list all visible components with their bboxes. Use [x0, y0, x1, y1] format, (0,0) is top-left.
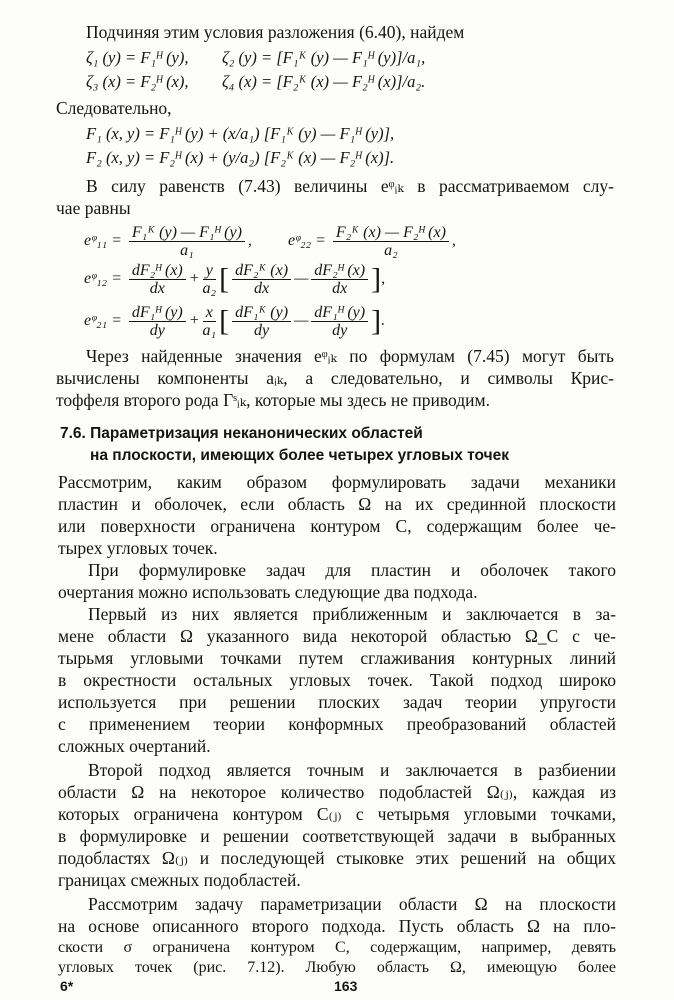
e12-b2-num: dF₂ᴴ (x) — [311, 262, 368, 280]
p1-line-2: пластин и оболочек, если область Ω на их срединной плоскости — [58, 494, 616, 514]
e12-lhs: eᵠ₁₂ = — [84, 270, 122, 288]
signature-mark: 6* — [60, 978, 74, 994]
e12-term1-num: dF₂ᴴ (x) — [129, 262, 186, 280]
formula-e21: eᵠ₂₁ = $\frac{\text{dF₁ᴴ (y)}}{dy}$ + $\frac{x}{\text{a₁}}$ [ $\frac{\text{dF₁ᴷ (y)}}{dy}$ — $\frac{\text{dF₁ᴴ (y)}}{dy}$ ]. — [84, 304, 386, 339]
equalities-line-1: В силу равенств (7.43) величины eᵠᵢₖ в рассматриваемом слу- — [86, 176, 614, 196]
e12-bracket-open: [ — [219, 262, 230, 296]
p3-line-1: Первый из них является приближенным и заключается в за- — [88, 604, 616, 624]
e12-coef-den: a₂ — [202, 280, 217, 297]
p5-line-3: скости σ ограничена контуром C, содержащим, например, девять — [58, 939, 616, 956]
zeta-2: ζ₂ (y) = [F₁ᴷ (y) — F₁ᴴ (y)]/a₁, — [222, 48, 426, 67]
e12-coef-num: y — [203, 262, 217, 280]
e22-fraction — [333, 224, 449, 259]
e11-fraction — [129, 224, 245, 259]
zeta-4: ζ₄ (x) = [F₂ᴷ (x) — F₂ᴴ (x)]/a₂. — [222, 72, 426, 91]
p3-line-4: в окрестности остальных угловых точек. Такой подход широко — [58, 670, 616, 690]
e12-term1 — [129, 262, 186, 297]
p3-line-6: с применением теории конформных преобразований областей — [58, 714, 616, 734]
intro-line: Подчиняя этим условия разложения (6.40), найдем — [86, 22, 465, 42]
e22-lhs: eᵠ₂₂ = — [288, 232, 326, 250]
e21-coef-den: a₁ — [202, 322, 217, 339]
p4-line-6: границах смежных подобластей. — [58, 870, 301, 890]
formula-F1: F₁ (x, y) = F₁ᴴ (y) + (x/a₁) [F₁ᴷ (y) — F₁ᴴ (y)], — [86, 124, 395, 143]
e21-bracket-term1 — [232, 304, 291, 339]
e21-term1-den: dy — [149, 322, 165, 339]
e21-bracket-term2 — [311, 304, 368, 339]
p5-line-1: Рассмотрим задачу параметризации области Ω на плоскости — [88, 894, 616, 914]
formula-F2: F₂ (x, y) = F₂ᴴ (x) + (y/a₂) [F₂ᴷ (x) — F₂ᴴ (x)]. — [86, 148, 395, 167]
e21-coef-num: x — [203, 304, 217, 322]
e21-b2-num: dF₁ᴴ (y) — [311, 304, 368, 322]
p2-line-1: При формулировке задач для пластин и оболочек такого — [88, 560, 616, 580]
e12-bracket-term1 — [232, 262, 291, 297]
zeta-1: ζ₁ (y) = F₁ᴴ (y), — [86, 48, 189, 67]
e12-b1-num: dF₂ᴷ (x) — [232, 262, 291, 280]
p3-line-7: сложных очертаний. — [58, 736, 211, 756]
p1-line-1: Рассмотрим, каким образом формулировать задачи механики — [58, 472, 616, 492]
p4-line-1: Второй подход является точным и заключается в разбиении — [88, 760, 616, 780]
e21-bracket-open: [ — [219, 304, 230, 338]
p5-line-4: угловых точек (рис. 7.12). Любую область Ω, имеющую более — [58, 959, 616, 976]
e21-coef — [203, 304, 217, 339]
found-line-2: вычислены компоненты aᵢₖ, а следовательно, и символы Крис- — [56, 368, 614, 388]
zeta-3: ζ₃ (x) = F₂ᴴ (x), — [86, 72, 189, 91]
equalities-line-2: чае равны — [56, 198, 131, 218]
formula-e11: eᵠ₁₁ = $\frac{\text{F₁ᴷ (y) — F₁ᴴ (y)}}{\text{a₁}}$ , — [84, 224, 252, 259]
e12-bracket-close: ] — [371, 262, 382, 296]
p4-line-4: в формулировке и решении соответствующей задачи в выбранных — [58, 826, 616, 846]
e21-b2-den: dy — [332, 322, 348, 339]
formula-e12: eᵠ₁₂ = $\frac{\text{dF₂ᴴ (x)}}{dx}$ + $\frac{y}{\text{a₂}}$ [ $\frac{\text{dF₂ᴷ (x)}}{dx}$ — $\frac{\text{dF₂ᴴ (x)}}{dx}$ ], — [84, 262, 386, 297]
p1-line-4: тырех угловых точек. — [58, 538, 218, 558]
e12-coef — [203, 262, 217, 297]
e12-b1-den: dx — [254, 280, 270, 297]
e12-term1-den: dx — [149, 280, 165, 297]
p2-line-2: очертания можно использовать следующие два подхода. — [58, 582, 478, 602]
p4-line-5: подобластях Ω₍ⱼ₎ и последующей стыковке этих решений на общих — [58, 848, 616, 868]
e22-denominator: a₂ — [384, 242, 398, 259]
p3-line-5: используется при решении плоских задач теории упругости — [58, 692, 616, 712]
consequently-word: Следовательно, — [56, 98, 172, 118]
p5-line-2: на основе описанного второго подхода. Пусть область Ω на пло- — [58, 916, 616, 936]
e22-numerator: F₂ᴷ (x) — F₂ᴴ (x) — [333, 224, 449, 242]
p4-line-2: области Ω на некоторое количество подобластей Ω₍ⱼ₎, каждая из — [58, 782, 616, 802]
e21-b1-num: dF₁ᴷ (y) — [232, 304, 291, 322]
e11-lhs: eᵠ₁₁ = — [84, 232, 122, 250]
p1-line-3: или поверхности ограничена контуром C, содержащим более че- — [58, 516, 616, 536]
p4-line-3: которых ограничена контуром C₍ⱼ₎ с четырьмя угловыми точками, — [58, 804, 616, 824]
e12-b2-den: dx — [332, 280, 348, 297]
e21-term1-num: dF₁ᴴ (y) — [129, 304, 186, 322]
section-title-line-1: 7.6. Параметризация неканонических областей — [60, 425, 423, 442]
found-line-1: Через найденные значения eᵠᵢₖ по формулам (7.45) могут быть — [86, 346, 614, 366]
formula-e22: eᵠ₂₂ = $\frac{\text{F₂ᴷ (x) — F₂ᴴ (x)}}{\text{a₂}}$ , — [288, 224, 456, 259]
found-line-3: тоффеля второго рода Γˢᵢₖ, которые мы здесь не приводим. — [56, 390, 490, 410]
e12-bracket-term2 — [311, 262, 368, 297]
e21-bracket-close: ] — [371, 304, 382, 338]
p3-line-3: тырьмя угловыми точками путем сглаживания контурных линий — [58, 648, 616, 668]
section-title-line-2: на плоскости, имеющих более четырех угловых точек — [90, 447, 509, 464]
e21-lhs: eᵠ₂₁ = — [84, 312, 122, 330]
e11-denominator: a₁ — [180, 242, 194, 259]
p3-line-2: мене области Ω указанного вида некоторой областью Ω_C с че- — [58, 626, 616, 646]
e21-b1-den: dy — [254, 322, 270, 339]
page-number: 163 — [334, 978, 358, 994]
e11-numerator: F₁ᴷ (y) — F₁ᴴ (y) — [129, 224, 245, 242]
e21-term1 — [129, 304, 186, 339]
